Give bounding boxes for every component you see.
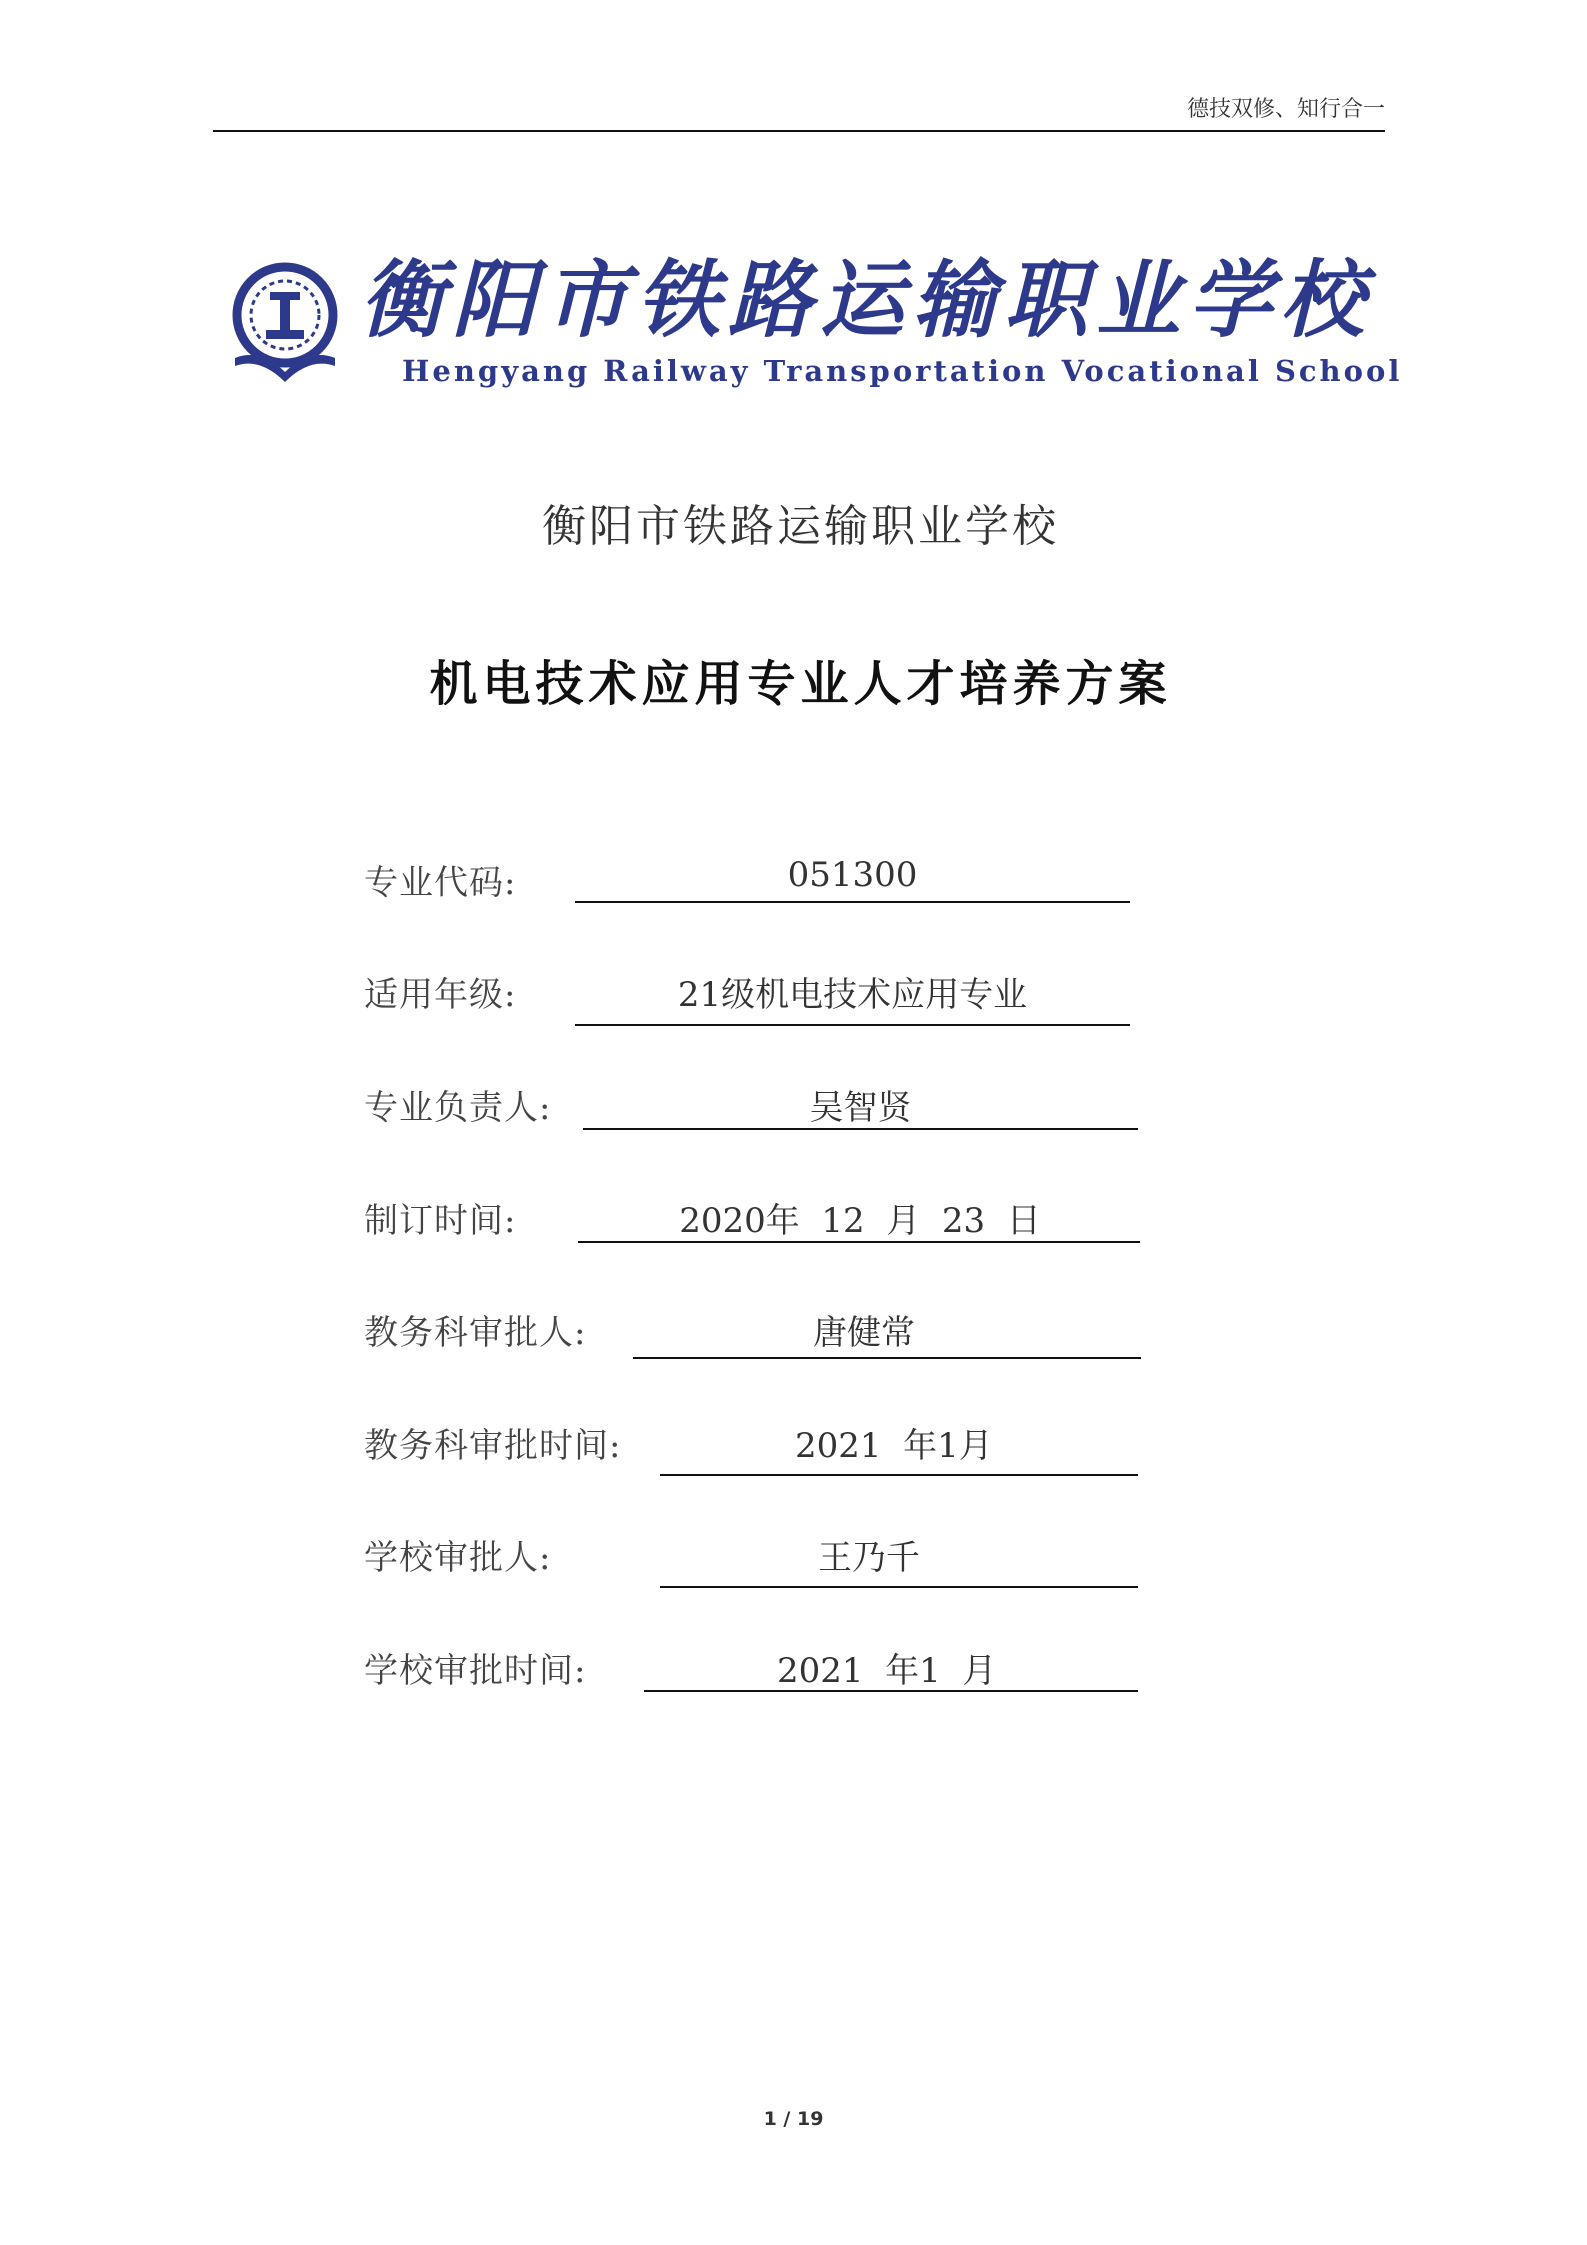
field-school-approval-date: [0, 1643, 1587, 1713]
field-label: 专业代码:: [364, 863, 517, 903]
field-underline: [578, 1241, 1140, 1243]
field-underline: [575, 1024, 1130, 1026]
header-motto: 德技双修、知行合一: [1186, 97, 1385, 122]
field-label: 学校审批时间:: [364, 1651, 587, 1691]
field-school-approver: [0, 1530, 1587, 1600]
field-academic-approver: [0, 1305, 1587, 1375]
field-value: 唐健常: [813, 1313, 915, 1353]
school-emblem-icon: [230, 260, 340, 390]
field-value: 2020年 12 月 23 日: [679, 1201, 1041, 1241]
field-formulation-date: [0, 1193, 1587, 1263]
school-logo: [230, 250, 1403, 400]
field-underline: [575, 901, 1130, 903]
field-underline: [660, 1586, 1138, 1588]
field-underline: [644, 1690, 1138, 1692]
field-value: 051300: [787, 855, 918, 895]
page-indicator: 1 / 19: [763, 2108, 824, 2130]
document-title: 机电技术应用专业人才培养方案: [429, 656, 1172, 712]
field-label: 适用年级:: [364, 975, 517, 1015]
field-label: 制订时间:: [364, 1201, 517, 1241]
field-value: 2021 年1 月: [777, 1651, 997, 1691]
logo-english-name: Hengyang Railway Transportation Vocational School: [402, 354, 1403, 388]
field-value: 王乃千: [818, 1538, 920, 1578]
field-label: 专业负责人:: [364, 1088, 552, 1128]
school-name: 衡阳市铁路运输职业学校: [542, 501, 1059, 552]
field-applicable-grade: [0, 967, 1587, 1037]
field-label: 学校审批人:: [364, 1538, 552, 1578]
field-value: 21级机电技术应用专业: [677, 975, 1028, 1015]
field-label: 教务科审批时间:: [364, 1426, 622, 1466]
field-value: 吴智贤: [809, 1088, 912, 1128]
field-major-leader: [0, 1080, 1587, 1150]
header-rule: [213, 130, 1385, 132]
field-value: 2021 年1月: [795, 1426, 993, 1466]
field-underline: [633, 1357, 1141, 1359]
field-major-code: [0, 855, 1587, 925]
field-academic-approval-date: [0, 1418, 1587, 1488]
logo-chinese-name: 衡阳市铁路运输职业学校: [360, 250, 1373, 349]
field-underline: [583, 1128, 1138, 1130]
field-underline: [660, 1474, 1138, 1476]
field-label: 教务科审批人:: [364, 1313, 587, 1353]
